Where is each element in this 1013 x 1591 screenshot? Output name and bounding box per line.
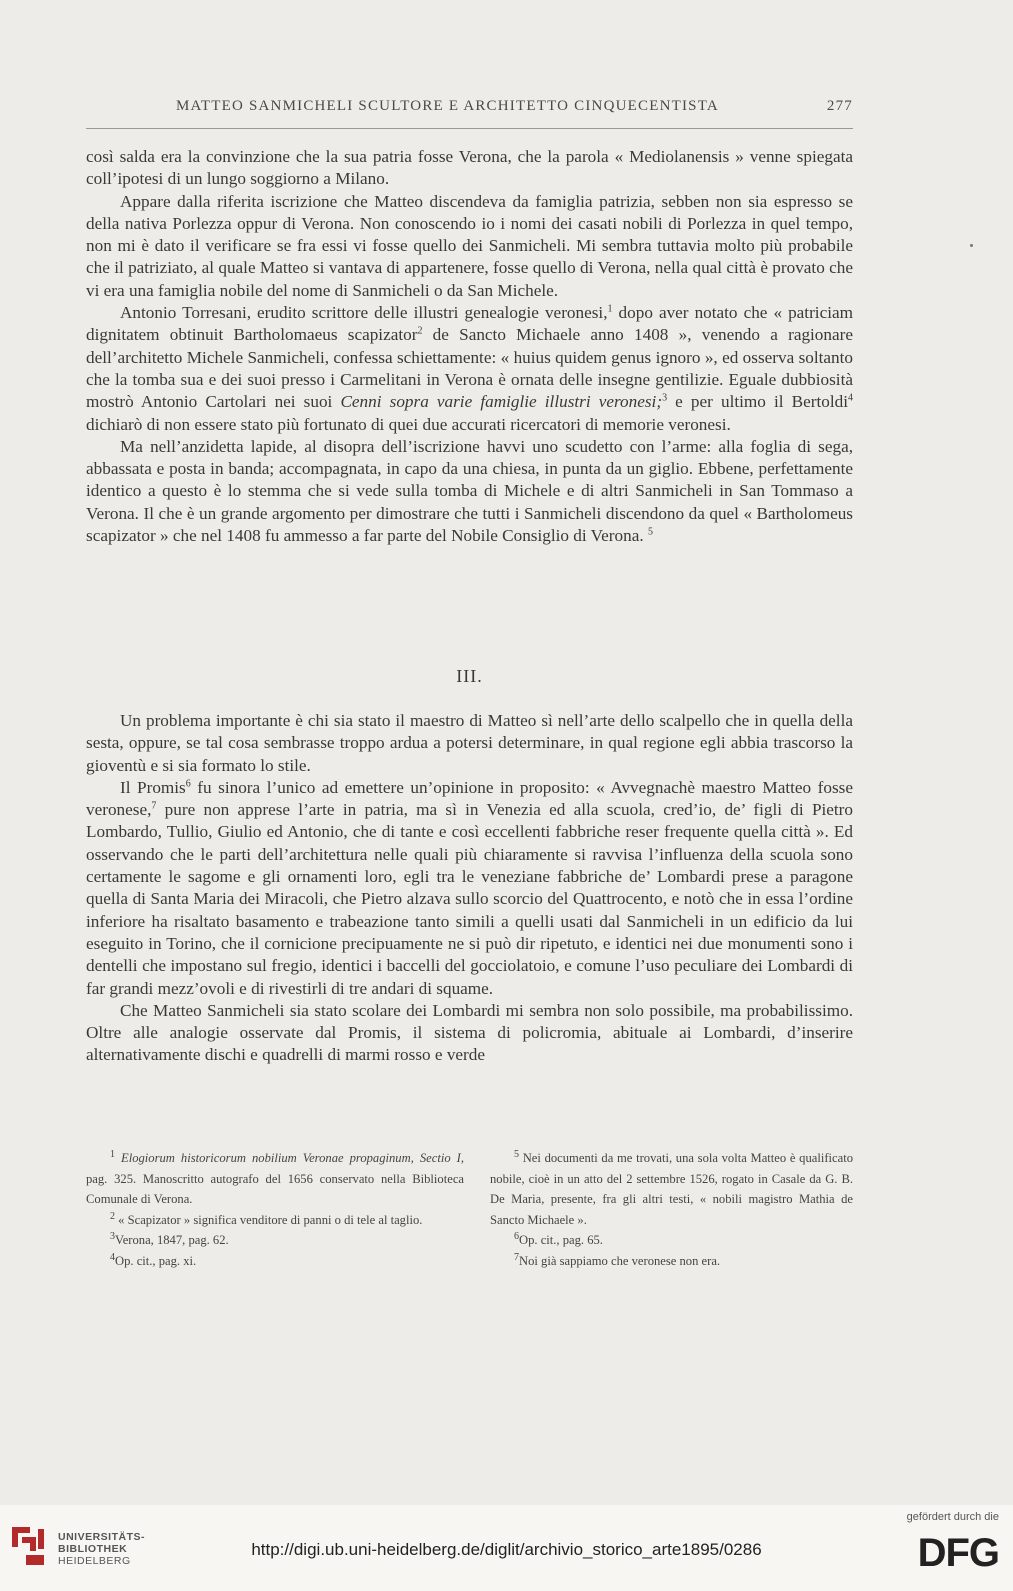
paragraph: Un problema importante è chi sia stato il maestro di Matteo sì nell’arte dello scalpello che in quella della sesta, oppure, se tal cosa sembrasse troppo ardua a potersi determinare, in qual regione egli abbia trascorso la gioventù e si sia formato lo stile.: [86, 711, 853, 775]
running-title: MATTEO SANMICHELI SCULTORE E ARCHITETTO CINQUECENTISTA: [176, 98, 719, 114]
body-text-bottom: [86, 710, 853, 1067]
page-number: 277: [826, 98, 853, 114]
footnote-ref: 2: [417, 325, 423, 337]
paragraph: Che Matteo Sanmicheli sia stato scolare dei Lombardi mi sembra non solo possibile, ma probabilissimo. Oltre alle analogie osservate dal Promis, il sistema di policromia, abituale ai Lombardi, d’inserire alternativamente dischi e quadrelli di marmi rosso e verde: [86, 1000, 853, 1065]
section-heading: III.: [456, 666, 483, 686]
paragraph: Ma nell’anzidetta lapide, al disopra dell’iscrizione havvi uno scudetto con l’arme: alla foglia di sega, abbassata e posta in banda; accompagnata, in capo da una chiesa, in punta da un giglio. Ebbene, perfettamente identico a questo è lo stemma che si vede sulla tomba di Michele e di altri Sanmicheli in San Tommaso a Verona. Il che è un grande argomento per dimostrare che tutti i Sanmicheli discendono da quel « Bartholomeus scapizator » che nel 1408 fu ammesso a far parte del Nobile Consiglio di Verona. $^5$: [86, 436, 853, 546]
footnote-ref: 1: [607, 303, 613, 315]
footnote-ref: 5: [647, 526, 653, 538]
paragraph-promis: Il Promis$^6$ fu sinora l’unico ad emettere un’opinione in proposito: « Avvegnachè maestro Matteo fosse veronese,$^7$ pure non apprese l’arte in patria, ma sì in Venezia ed alla scuola, cred’io, de’ figli di Pietro Lombardo, Tullio, Giulio ed Antonio, che di tante e così eccellenti fabbriche reser frequente quella città ». Ed osservando che le parti dell’architettura nelle quali più chiaramente si ravvisa l’influenza della scuola sono certamente le sagome e gli ornamenti loro, egli tra le veneziane fabbriche de’ Lombardi prese a paragone quella di Santa Maria dei Miracoli, che Pietro alzava sullo scorcio del Quattrocento, e notò che in essa l’ordine inferiore ha risaltato basamento e trabeazione tanto simili a quelli usati dal Sanmicheli in un edificio da lui eseguito in Torino, che il cornicione precipuamente ne si può dir ripetuto, e identici nei due monumenti sono i dentelli che impostano sul fregio, identici i baccelli del gocciolatoio, e comune l’uso peculiare dei Lombardi di far grandi mezz’ovoli e di rivestirli di tre andari di squame.: [86, 777, 853, 998]
library-name: UNIVERSITÄTS- BIBLIOTHEK HEIDELBERG: [58, 1531, 146, 1567]
footnote-7: $^7$Noi già sappiamo che veronese non era.: [514, 1251, 721, 1268]
footnote-ref: 4: [847, 392, 853, 404]
footnote-4: $^4$Op. cit., pag. xi.: [110, 1251, 197, 1268]
footnote-3: $^3$Verona, 1847, pag. 62.: [110, 1231, 229, 1248]
footnote-5: $^5$ Nei documenti da me trovati, una sola volta Matteo è qualificato nobile, cioè in un atto del 2 settembre 1526, rogato in Casale da G. B. De Maria, presente, fra gli altri testi, « nobili magistro Mathia de Sancto Michaele ».: [490, 1148, 854, 1227]
footnote-6: $^6$Op. cit., pag. 65.: [514, 1231, 603, 1248]
footnote-ref: 6: [185, 778, 191, 790]
paragraph: Appare dalla riferita iscrizione che Matteo discendeva da famiglia patrizia, sebben non sia espresso se della nativa Porlezza oppur di Verona. Non conoscendo io i nomi dei casati nobili di Porlezza in quel tempo, non mi è dato il verificare se fra essi vi fosse quello dei Sanmicheli. Mi sembra tuttavia molto più probabile che il patriziato, al quale Matteo si vantava di appartenere, fosse quello di Verona, nella qual città è provato che vi era una famiglia nobile del nome di Sanmicheli o da San Michele.: [86, 191, 853, 300]
italic-title: Cenni sopra varie famiglie illustri veronesi;: [340, 392, 663, 412]
footnote-ref: 7: [151, 800, 157, 812]
scan-speck: [970, 244, 973, 247]
body-text-top: [86, 146, 853, 547]
dfg-logo: DFG: [917, 1531, 999, 1575]
footnote-ref: 3: [662, 392, 668, 404]
footer-bar: [0, 1505, 1013, 1591]
paragraph: così salda era la convinzione che la sua patria fosse Verona, che la parola « Mediolanensis » venne spiegata coll’ipotesi di un lungo soggiorno a Milano.: [86, 147, 853, 189]
source-url-link[interactable]: http://digi.ub.uni-heidelberg.de/diglit/archivio_storico_arte1895/0286: [251, 1540, 762, 1559]
footnote-2: $^2$ « Scapizator » significa venditore di panni o di tele al taglio.: [110, 1210, 423, 1227]
footnotes-right: [490, 1148, 853, 1272]
footnote-1: $^1$ Elogiorum historicorum nobilium Veronae propaginum, Sectio I, pag. 325. Manoscritto autografo del 1656 conservato nella Biblioteca Comunale di Verona.: [86, 1148, 464, 1207]
funding-text: gefördert durch die: [906, 1511, 999, 1523]
header-rule: [86, 128, 853, 129]
paragraph-torresani: Antonio Torresani, erudito scrittore delle illustri genealogie veronesi,$^1$ dopo aver notato che « patriciam dignitatem obtinuit Bartholomaeus scapizator$^2$ de Sancto Michaele anno 1408 », venendo a ragionare dell’architetto Michele Sanmicheli, confessa schiettamente: « huius quidem genus ignoro », ed osserva soltanto che la tomba sua e dei suoi presso i Carmelitani in Verona è ornata delle insegne gentilizie. Eguale dubbiosità mostrò Antonio Cartolari nei suoi Cenni sopra varie famiglie illustri veronesi;$^3$ e per ultimo il Bertoldi$^4$ dichiarò di non essere stato più fortunato di quei due accurati ricercatori di memorie veronesi.: [86, 303, 853, 434]
footnotes-left: [86, 1148, 464, 1272]
